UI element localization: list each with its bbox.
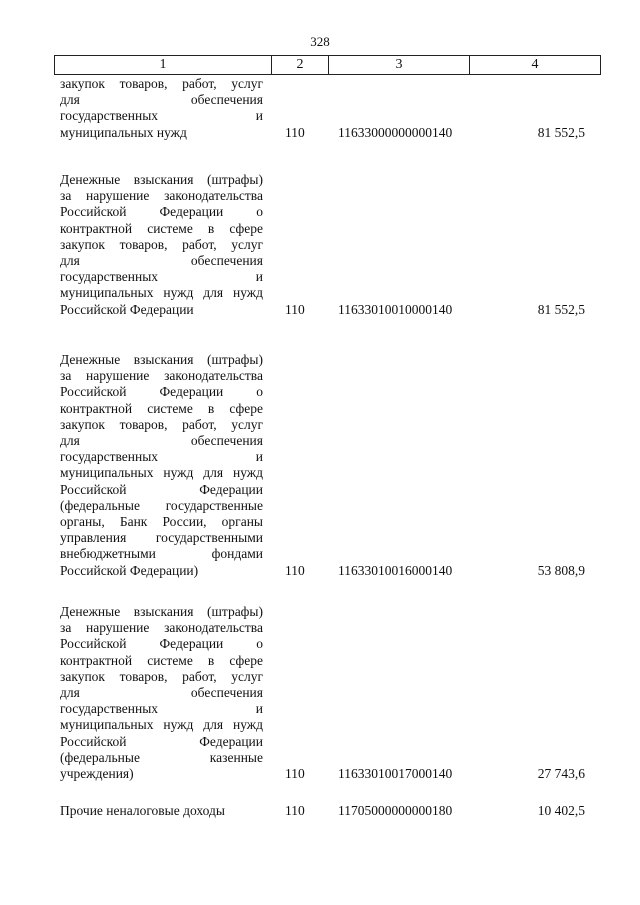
description-line: для обеспечения <box>60 253 263 269</box>
row-amount: 27 743,6 <box>537 766 585 781</box>
row-kbk: 11633010017000140 <box>338 766 453 781</box>
header-col-4: 4 <box>469 56 601 74</box>
row-kbk: 11633000000000140 <box>338 124 453 140</box>
description-line: закупок товаров, работ, услуг <box>60 416 263 432</box>
description-line: контрактной системе в сфере <box>60 220 263 236</box>
description-line: для обеспечения <box>60 685 263 701</box>
row-kbk: 11705000000000180 <box>338 803 453 818</box>
description-line: Денежные взыскания (штрафы) <box>60 172 263 187</box>
description-line: внебюджетными фондами <box>60 546 263 562</box>
row-description <box>60 604 263 782</box>
description-line: закупок товаров, работ, услуг <box>60 668 263 684</box>
row-kbk: 11633010016000140 <box>338 562 453 578</box>
description-line: (федеральные казенные <box>60 749 263 765</box>
description-line: Российской Федерации) <box>60 562 199 578</box>
description-line: закупок товаров, работ, услуг <box>60 76 263 91</box>
row-kbk: 11633010010000140 <box>338 301 453 317</box>
row-amount: 53 808,9 <box>537 562 585 578</box>
description-line: за нарушение законодательства <box>60 620 263 636</box>
row-code: 110 <box>285 562 305 578</box>
row-code: 110 <box>285 124 305 140</box>
description-line: Российской Федерации <box>60 733 263 749</box>
description-line: для обеспечения <box>60 92 263 108</box>
row-amount: 81 552,5 <box>537 301 585 317</box>
description-line: Российской Федерации <box>60 481 263 497</box>
description-line: государственных и <box>60 108 263 124</box>
description-line: контрактной системе в сфере <box>60 652 263 668</box>
row-description <box>60 172 263 318</box>
header-col-3: 3 <box>328 56 469 74</box>
description-line: (федеральные государственные <box>60 497 263 513</box>
description-line: органы, Банк России, органы <box>60 514 263 530</box>
row-description <box>60 803 263 819</box>
description-line: государственных и <box>60 449 263 465</box>
description-line: контрактной системе в сфере <box>60 400 263 416</box>
description-line: Российской Федерации о <box>60 204 263 220</box>
description-line: Денежные взыскания (штрафы) <box>60 352 263 367</box>
row-amount: 81 552,5 <box>537 124 585 140</box>
description-line: муниципальных нужд для нужд <box>60 465 263 481</box>
page-number: 328 <box>310 34 330 49</box>
row-description <box>60 352 263 579</box>
description-line: муниципальных нужд для нужд <box>60 285 263 301</box>
description-line: за нарушение законодательства <box>60 188 263 204</box>
row-amount: 10 402,5 <box>537 803 585 818</box>
description-line: учреждения) <box>60 766 134 782</box>
description-line: государственных и <box>60 701 263 717</box>
description-line: управления государственными <box>60 530 263 546</box>
description-line: Российской Федерации о <box>60 384 263 400</box>
row-code: 110 <box>285 301 305 317</box>
description-line: Прочие неналоговые доходы <box>60 803 225 818</box>
row-description <box>60 76 263 141</box>
description-line: Денежные взыскания (штрафы) <box>60 604 263 619</box>
row-code: 110 <box>285 803 305 818</box>
description-line: за нарушение законодательства <box>60 368 263 384</box>
description-line: муниципальных нужд <box>60 124 187 140</box>
description-line: муниципальных нужд для нужд <box>60 717 263 733</box>
header-col-2: 2 <box>271 56 328 74</box>
header-col-1: 1 <box>54 56 271 74</box>
row-code: 110 <box>285 766 305 781</box>
description-line: закупок товаров, работ, услуг <box>60 236 263 252</box>
description-line: Российской Федерации о <box>60 636 263 652</box>
description-line: государственных и <box>60 269 263 285</box>
description-line: Российской Федерации <box>60 301 194 317</box>
description-line: для обеспечения <box>60 433 263 449</box>
